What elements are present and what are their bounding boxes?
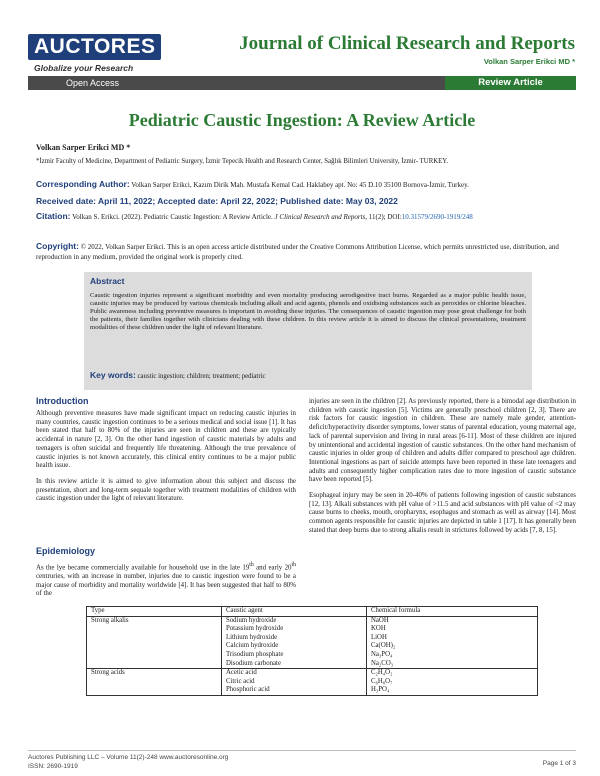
- received-date: April 11, 2022: [98, 196, 153, 206]
- table-cell-formula: Ca(OH)₂: [367, 642, 538, 651]
- footer-divider: [28, 750, 576, 751]
- intro-paragraph-2: In this review article it is aimed to give information about this subject and discuss the presentation, short and long-term sequale together with treatment modalities of children with caustic ingestion under the light of relevant literature.: [36, 477, 296, 503]
- table-cell-type: [87, 634, 222, 643]
- published-date: May 03, 2022: [345, 196, 398, 206]
- epi-sup-2: th: [291, 562, 296, 568]
- table-row: [87, 686, 538, 695]
- accepted-date: April 22, 2022: [220, 196, 276, 206]
- table-row: [87, 634, 538, 643]
- logo-wordmark: AUCTORES: [28, 34, 161, 60]
- author-name: Volkan Sarper Erikci MD *: [36, 143, 131, 152]
- epi-sup-1: th: [249, 562, 254, 568]
- copyright-label: Copyright:: [36, 241, 79, 251]
- epi-text-b: and early 20: [253, 564, 292, 572]
- corresponding-author: [36, 180, 576, 191]
- table-cell-type: [87, 625, 222, 634]
- keywords-label: Key words:: [90, 370, 136, 380]
- table-cell-formula: H₃PO₄: [367, 686, 538, 695]
- keywords-text: caustic ingestion; children; treatment; pediatric: [135, 373, 266, 380]
- right-column: [309, 398, 576, 543]
- corresponding-text: Volkan Sarper Erikci, Kazım Dirik Mah. Mustafa Kemal Cad. Haklabey apt. No: 45 D.10 35100 Bornova-İzmir, Turkey.: [129, 181, 469, 189]
- right-paragraph-2: Esophageal injury may be seen in 20-40% of patients following ingestion of caustic substances [12, 13]. Alkali substances with pH value of >11.5 and acid substances with pH value of <2 may cause burns to cheeks, mouth, oropharynx, esophagus and stomach as well as airway [14]. Most common agents responsible for caustic injuries are depicted in table 1 [17]. It has generally been stated that deep burns due to strong alkalis result in strictures followed by acids [7, 8, 15].: [309, 492, 576, 534]
- citation-text: Volkan S. Erikci. (2022). Pediatric Caustic Ingestion: A Review Article.: [70, 213, 275, 221]
- table-cell-type: [87, 660, 222, 669]
- published-label: ; Published date:: [275, 196, 346, 206]
- table-cell-formula: C₆H₈O₇: [367, 678, 538, 687]
- abstract-text: Caustic ingestion injuries represent a significant morbidity and even mortality producing aerodigestive tract burns. Regarded as a major public health issue, caustic injuries may be produced by various chemicals including alkali and acid agents, phenols and oxidising substances such as peroxides or chlorine bleaches. Public awareness including preventive measures is important in avoiding these injuries. The consequences of caustic ingestion may pose great challenge for both the patients, their families together with clinicians dealing with these children. In this review article it is aimed to discuss the clinical presentations, treatment modalities of these children under the light of relevant literature.: [90, 292, 526, 332]
- table-cell-agent: Calcium hydroxide: [222, 642, 367, 651]
- article-type-badge: [445, 76, 576, 90]
- citation: [36, 212, 576, 223]
- table-cell-agent: Trisodium phosphate: [222, 651, 367, 660]
- table-cell-type: [87, 642, 222, 651]
- table-cell-agent: Citric acid: [222, 678, 367, 687]
- journal-title: Journal of Clinical Research and Reports: [239, 33, 575, 54]
- citation-label: Citation:: [36, 211, 71, 221]
- table-cell-formula: NaOH: [367, 616, 538, 625]
- copyright-text: © 2022, Volkan Sarper Erikci. This is an open access article distributed under the Creative Commons Attribution License, which permits unrestricted use, distribution, and reproduction in any medium, provided the original work is properly cited.: [36, 243, 559, 261]
- epidemiology-heading: Epidemiology: [36, 546, 96, 556]
- table-cell-agent: Lithium hydroxide: [222, 634, 367, 643]
- table-cell-formula: LiOH: [367, 634, 538, 643]
- table-cell-formula: Na₂CO₃: [367, 660, 538, 669]
- epi-text-a: As the lye became commercially available for household use in the late 19: [36, 564, 250, 572]
- table-row: [87, 616, 538, 625]
- citation-rest: , 11(2); DOI:: [365, 213, 402, 221]
- table-cell-formula: Na₃PO₄: [367, 651, 538, 660]
- footer-publisher: Auctores Publishing LLC – Volume 11(2)-248 www.auctoresonline.org: [28, 754, 229, 761]
- footer-issn: ISSN: 2690-1919: [28, 763, 78, 770]
- logo-tagline: Globalize your Research: [34, 63, 134, 73]
- received-label: Received date:: [36, 196, 99, 206]
- copyright: [36, 242, 576, 262]
- table-header-row: [87, 607, 538, 617]
- keywords: [90, 370, 266, 380]
- table-cell-type: Strong acids: [87, 669, 222, 678]
- right-paragraph-1: injuries are seen in the children [2]. As previously reported, there is a bimodal age distribution in children with caustic ingestion [5]. Victims are generally preschool children [2, 3]. There are risk factors for caustic ingestion in children. These are namely male gender, attention-deficit/hyperactivity disorder symptoms, lower status of parental education, young maternal age, lack of parental supervision and living in rural areas [6-11]. Most of these children are injured by unintentional and accidental ingestion of caustic substances. On the other hand mechanism of caustic injuries in older group of children and adults differ compared to preschool age children. Intentional ingestions as part of suicide attempts have been reported in these late teenagers and adults and consequently higher complication rates due to more ingestion of caustic substance have been reported [5].: [309, 398, 576, 484]
- table-header: Chemical formula: [367, 607, 538, 617]
- header-author: Volkan Sarper Erikci MD *: [483, 57, 575, 66]
- affiliation: *İzmir Faculty of Medicine, Department of Pediatric Surgery, İzmir Tepecik Health and Research Center, Sağlık Bilimleri University, İzmir- TURKEY.: [36, 158, 449, 165]
- table-cell-agent: Sodium hydroxide: [222, 616, 367, 625]
- intro-paragraph-1: Although preventive measures have made significant impact on reducing caustic injuries in many countries, caustic ingestion continues to be a serious medical and social issue [1]. It has been stated that half to 80% of the injuries are seen in children and these are typically accidental in nature [2, 3]. On the other hand ingestion of caustic materials by adults and teenagers is often suicidal and frequently life threatening. Although the true prevalence of caustic injuries is not known accurately, this clinical entity continues to be a major public health issue.: [36, 410, 296, 470]
- citation-journal: J Clinical Research and Reports: [274, 213, 366, 221]
- left-column: [36, 410, 296, 511]
- table-header: Type: [87, 607, 222, 617]
- table-row: [87, 678, 538, 687]
- journal-logo: [28, 34, 158, 73]
- table-cell-agent: Disodium carbonate: [222, 660, 367, 669]
- introduction-heading: Introduction: [36, 396, 89, 406]
- caustic-agents-table: [86, 606, 538, 696]
- table-header: Caustic agent: [222, 607, 367, 617]
- article-title: Pediatric Caustic Ingestion: A Review Article: [128, 110, 476, 130]
- table-row: [87, 642, 538, 651]
- page-number: Page 1 of 3: [542, 760, 576, 767]
- table-row: [87, 625, 538, 634]
- doi-link[interactable]: 10.31579/2690-1919/248: [401, 213, 473, 221]
- table-cell-agent: Phosphoric acid: [222, 686, 367, 695]
- table-cell-formula: KOH: [367, 625, 538, 634]
- epi-text-c: centruries, with an increase in number, injuries due to caustic ingestion were found to be a major cause of morbidity and mortality worldwide [4]. It has been suggested that half to 80% of the: [36, 573, 296, 598]
- abstract-heading: Abstract: [90, 276, 125, 286]
- epidemiology-paragraph: [36, 561, 296, 599]
- table-cell-agent: Acetic acid: [222, 669, 367, 678]
- table-row: [87, 651, 538, 660]
- table-cell-type: Strong alkalis: [87, 616, 222, 625]
- corresponding-label: Corresponding Author:: [36, 179, 130, 189]
- table-row: [87, 669, 538, 678]
- table-cell-type: [87, 651, 222, 660]
- accepted-label: ; Accepted date:: [152, 196, 221, 206]
- article-type-label: Review Article: [478, 77, 543, 88]
- table-cell-agent: Potassium hydroxide: [222, 625, 367, 634]
- table-cell-type: [87, 686, 222, 695]
- table-cell-formula: C₂H₄O₂: [367, 669, 538, 678]
- table-row: [87, 660, 538, 669]
- open-access-label: Open Access: [66, 78, 120, 88]
- article-dates: [36, 196, 398, 206]
- table-cell-type: [87, 678, 222, 687]
